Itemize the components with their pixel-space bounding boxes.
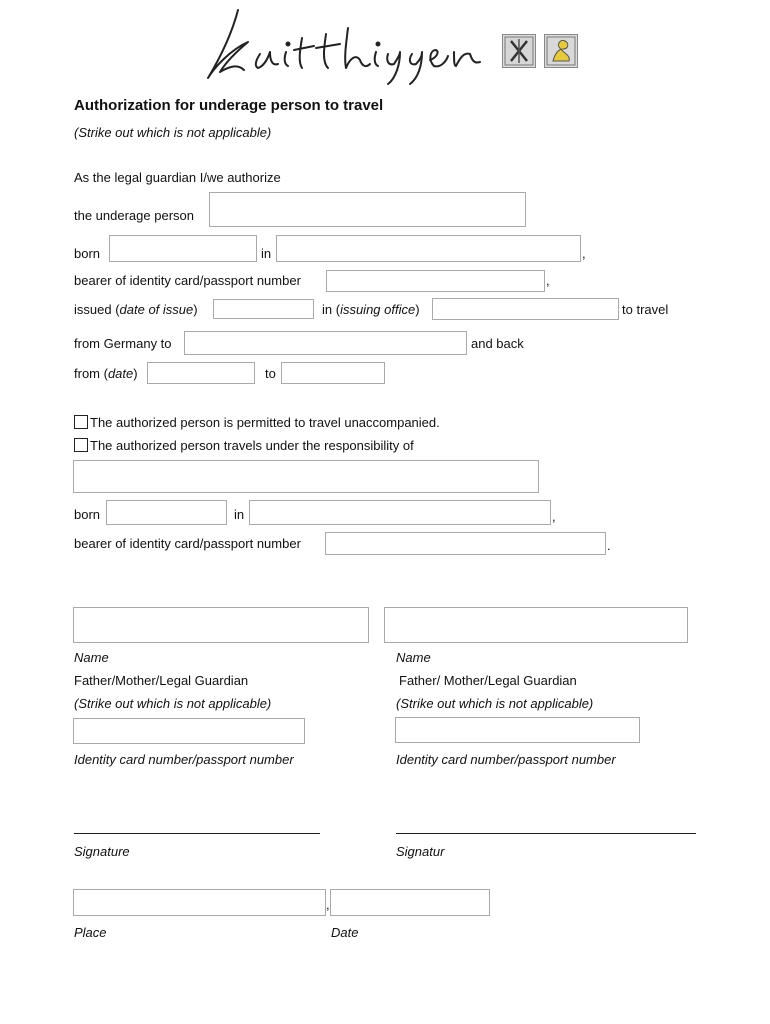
- guardian-left-signature-label: Signature: [74, 844, 130, 859]
- guardian-left-role: Father/Mother/Legal Guardian: [74, 673, 249, 688]
- companion-birthplace-field[interactable]: [249, 500, 551, 525]
- place-field[interactable]: [73, 889, 326, 916]
- date-label: Date: [331, 925, 359, 940]
- guardian-right-note: (Strike out which is not applicable): [396, 696, 594, 711]
- from-date-label: from (date): [74, 366, 138, 381]
- guardian-right-name-field[interactable]: [384, 607, 688, 643]
- guardian-left-note: (Strike out which is not applicable): [74, 696, 272, 711]
- comma-text: ,: [552, 509, 556, 524]
- to-label: to: [265, 366, 276, 381]
- born-label: born: [74, 507, 101, 522]
- date-field[interactable]: [330, 889, 490, 916]
- logo-signature-svg: [190, 8, 490, 88]
- to-date-field[interactable]: [281, 362, 385, 384]
- companion-id-field[interactable]: [325, 532, 606, 555]
- guardian-right-signature-label: Signatur: [396, 844, 445, 859]
- born-date-field[interactable]: [109, 235, 257, 262]
- underage-person-field[interactable]: [209, 192, 526, 227]
- issued-label: issued (date of issue): [74, 302, 198, 317]
- responsibility-label: The authorized person travels under the responsibility of: [90, 438, 414, 453]
- from-germany-label: from Germany to: [74, 336, 172, 351]
- born-label: born: [74, 246, 101, 261]
- guardian-left-id-label: Identity card number/passport number: [74, 752, 294, 767]
- page-title: Authorization for underage person to travel: [74, 97, 384, 114]
- underage-person-label: the underage person: [74, 208, 194, 223]
- bearer-label: bearer of identity card/passport number: [74, 273, 301, 288]
- and-back-label: and back: [471, 336, 524, 351]
- guardian-right-name-label: Name: [396, 650, 431, 665]
- birthplace-field[interactable]: [276, 235, 581, 262]
- guardian-right-id-field[interactable]: [395, 717, 640, 743]
- issuing-office-label: in (issuing office): [322, 302, 420, 317]
- coat-of-arms-right-icon: [544, 34, 578, 68]
- coat-of-arms-left-icon: [502, 34, 536, 68]
- subtitle-note: (Strike out which is not applicable): [74, 125, 272, 140]
- responsible-person-field[interactable]: [73, 460, 539, 493]
- period-text: .: [607, 538, 611, 553]
- id-number-field[interactable]: [326, 270, 545, 292]
- guardian-left-signature-line[interactable]: [74, 833, 320, 834]
- comma-text: ,: [326, 897, 330, 912]
- to-travel-label: to travel: [622, 302, 669, 317]
- unaccompanied-label: The authorized person is permitted to travel unaccompanied.: [90, 415, 440, 430]
- bearer-label: bearer of identity card/passport number: [74, 536, 301, 551]
- comma-text: ,: [546, 273, 550, 288]
- guardian-left-name-field[interactable]: [73, 607, 369, 643]
- destination-field[interactable]: [184, 331, 467, 355]
- in-label: in: [261, 246, 272, 261]
- unaccompanied-checkbox[interactable]: [74, 415, 88, 429]
- responsibility-checkbox[interactable]: [74, 438, 88, 452]
- city-logo-signature: [190, 8, 490, 88]
- companion-born-field[interactable]: [106, 500, 227, 525]
- guardian-left-name-label: Name: [74, 650, 109, 665]
- guardian-right-id-label: Identity card number/passport number: [396, 752, 616, 767]
- date-of-issue-field[interactable]: [213, 299, 314, 319]
- intro-text: As the legal guardian I/we authorize: [74, 170, 281, 185]
- guardian-right-role: Father/ Mother/Legal Guardian: [399, 673, 577, 688]
- in-label: in: [234, 507, 245, 522]
- guardian-right-signature-line[interactable]: [396, 833, 696, 834]
- from-date-field[interactable]: [147, 362, 255, 384]
- issuing-office-field[interactable]: [432, 298, 619, 320]
- place-label: Place: [74, 925, 107, 940]
- comma-text: ,: [582, 246, 586, 261]
- guardian-left-id-field[interactable]: [73, 718, 305, 744]
